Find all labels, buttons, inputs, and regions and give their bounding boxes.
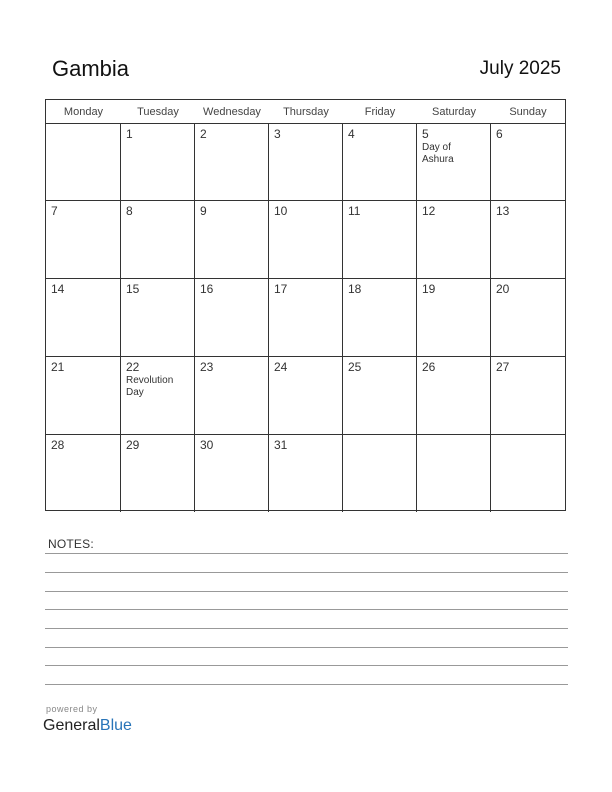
day-number: 27 bbox=[496, 360, 510, 374]
day-number: 24 bbox=[274, 360, 288, 374]
day-cell bbox=[269, 279, 343, 357]
day-cell bbox=[269, 435, 343, 512]
day-cell bbox=[121, 279, 195, 357]
day-cell bbox=[417, 124, 491, 201]
weekday-header: Thursday bbox=[269, 100, 343, 124]
day-cell bbox=[121, 201, 195, 279]
day-number: 7 bbox=[51, 204, 58, 218]
day-number: 4 bbox=[348, 127, 355, 141]
day-cell bbox=[269, 357, 343, 435]
day-number: 17 bbox=[274, 282, 288, 296]
day-cell bbox=[343, 435, 417, 512]
day-cell bbox=[491, 435, 565, 512]
day-cell bbox=[46, 201, 121, 279]
holiday-label: Day of Ashura bbox=[422, 142, 454, 165]
day-number: 30 bbox=[200, 438, 214, 452]
weekday-header: Friday bbox=[343, 100, 417, 124]
day-number: 15 bbox=[126, 282, 140, 296]
notes-line bbox=[45, 609, 568, 610]
day-cell bbox=[491, 124, 565, 201]
day-cell bbox=[46, 357, 121, 435]
day-number: 18 bbox=[348, 282, 362, 296]
day-cell bbox=[121, 124, 195, 201]
day-cell bbox=[195, 357, 269, 435]
notes-line bbox=[45, 665, 568, 666]
day-cell bbox=[121, 435, 195, 512]
day-cell bbox=[269, 201, 343, 279]
day-cell bbox=[195, 124, 269, 201]
notes-label: NOTES: bbox=[48, 537, 94, 551]
weekday-header: Wednesday bbox=[195, 100, 269, 124]
day-number: 8 bbox=[126, 204, 133, 218]
day-number: 11 bbox=[348, 204, 361, 218]
day-number: 9 bbox=[200, 204, 207, 218]
day-number: 23 bbox=[200, 360, 214, 374]
day-number: 29 bbox=[126, 438, 140, 452]
month-year-title: July 2025 bbox=[479, 58, 561, 79]
day-cell bbox=[417, 279, 491, 357]
day-cell bbox=[46, 279, 121, 357]
notes-line bbox=[45, 647, 568, 648]
day-cell bbox=[417, 357, 491, 435]
day-number: 5 bbox=[422, 127, 429, 141]
day-number: 1 bbox=[126, 127, 133, 141]
day-number: 31 bbox=[274, 438, 288, 452]
day-number: 10 bbox=[274, 204, 288, 218]
calendar-grid bbox=[45, 99, 566, 511]
day-cell bbox=[195, 201, 269, 279]
day-number: 22 bbox=[126, 360, 140, 374]
day-cell bbox=[417, 435, 491, 512]
day-number: 6 bbox=[496, 127, 503, 141]
notes-line bbox=[45, 628, 568, 629]
day-cell bbox=[343, 279, 417, 357]
powered-by-text: powered by bbox=[46, 704, 98, 714]
weekday-header: Monday bbox=[46, 100, 121, 124]
day-number: 2 bbox=[200, 127, 207, 141]
country-title: Gambia bbox=[52, 56, 130, 81]
generalblue-logo[interactable] bbox=[43, 717, 132, 735]
day-cell bbox=[343, 124, 417, 201]
day-cell bbox=[343, 201, 417, 279]
day-number: 14 bbox=[51, 282, 65, 296]
weekday-header: Sunday bbox=[491, 100, 565, 124]
notes-line bbox=[45, 591, 568, 592]
notes-line bbox=[45, 572, 568, 573]
weekday-header: Saturday bbox=[417, 100, 491, 124]
day-cell bbox=[491, 279, 565, 357]
day-cell bbox=[46, 435, 121, 512]
brand-text-blue: Blue bbox=[99, 717, 132, 734]
day-number: 16 bbox=[200, 282, 214, 296]
day-number: 13 bbox=[496, 204, 510, 218]
weekday-header: Tuesday bbox=[121, 100, 195, 124]
brand-text-general: General bbox=[43, 717, 100, 734]
day-cell bbox=[343, 357, 417, 435]
day-cell bbox=[417, 201, 491, 279]
day-cell bbox=[121, 357, 195, 435]
holiday-label: Revolution Day bbox=[126, 375, 174, 398]
day-number: 19 bbox=[422, 282, 436, 296]
day-number: 21 bbox=[51, 360, 65, 374]
day-cell bbox=[46, 124, 121, 201]
day-cell bbox=[195, 435, 269, 512]
day-number: 28 bbox=[51, 438, 65, 452]
day-number: 3 bbox=[274, 127, 281, 141]
notes-line bbox=[45, 553, 568, 554]
day-cell bbox=[195, 279, 269, 357]
day-number: 12 bbox=[422, 204, 436, 218]
day-number: 20 bbox=[496, 282, 510, 296]
day-cell bbox=[491, 201, 565, 279]
notes-line bbox=[45, 684, 568, 685]
day-number: 25 bbox=[348, 360, 362, 374]
day-cell bbox=[491, 357, 565, 435]
day-cell bbox=[269, 124, 343, 201]
day-number: 26 bbox=[422, 360, 436, 374]
